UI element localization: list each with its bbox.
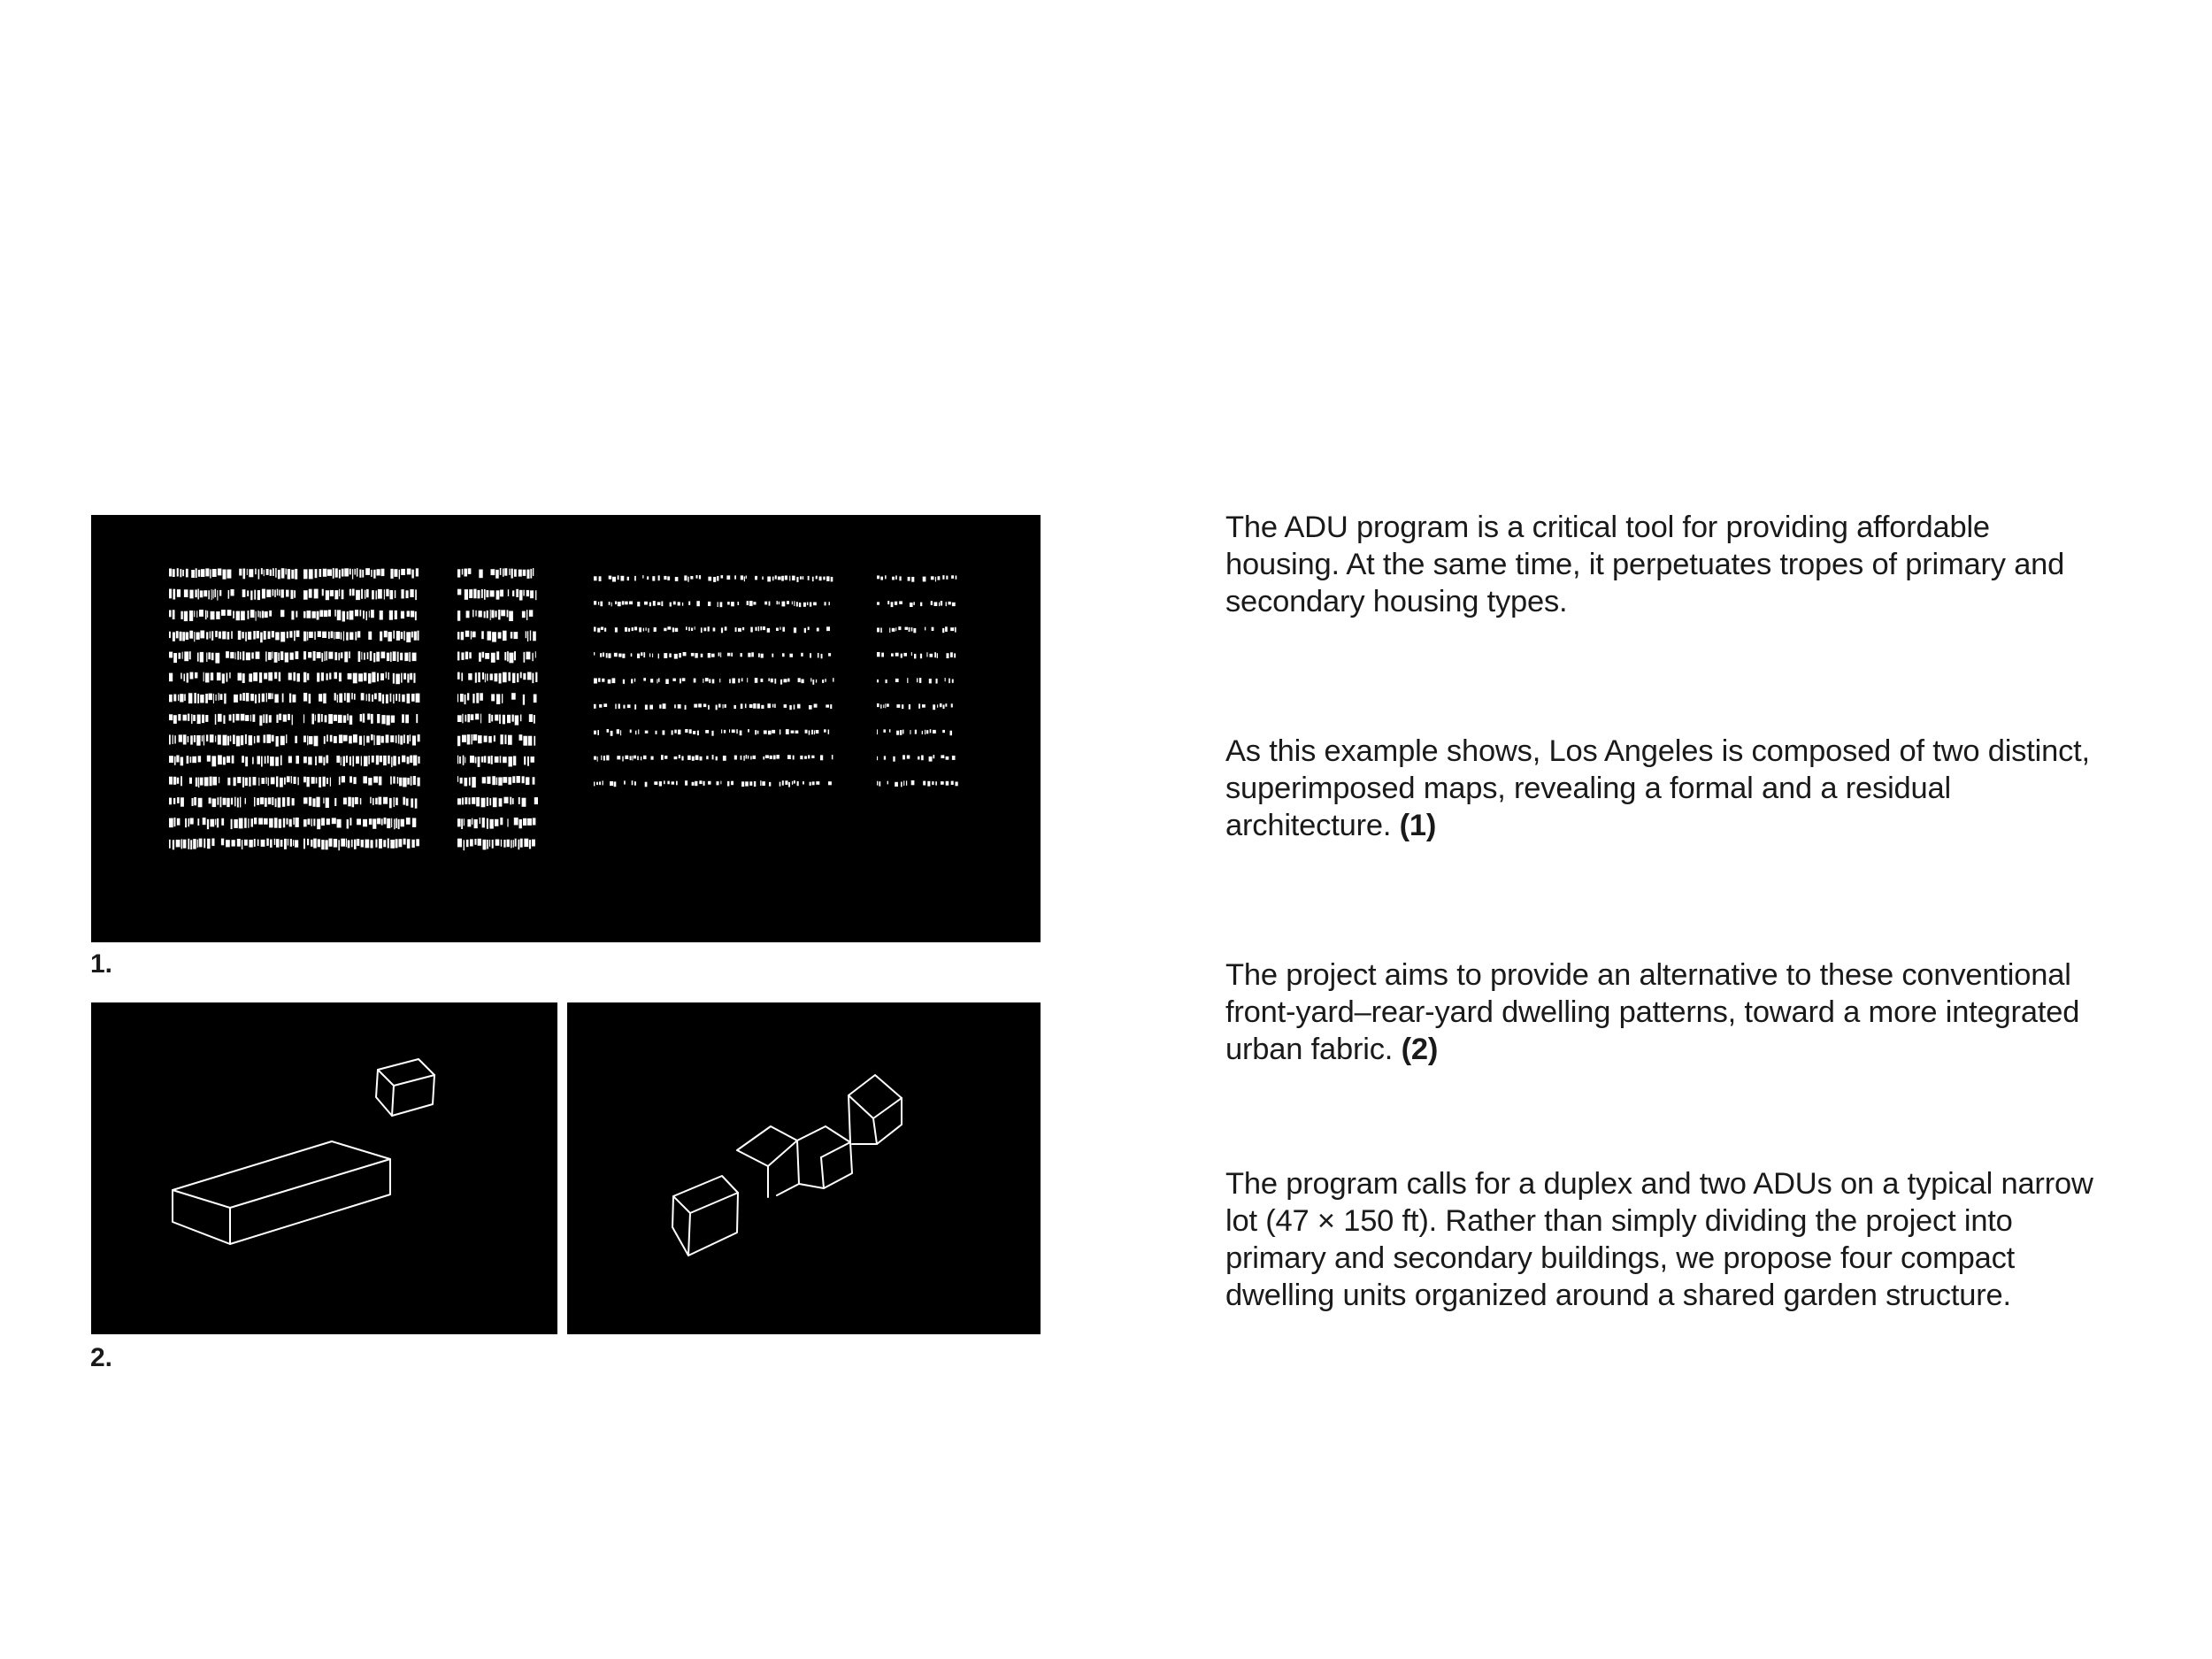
paragraph-los-angeles-maps (1225, 733, 2110, 844)
figure-1-reference: (1) (1399, 809, 1437, 842)
figure-2-reference: (2) (1401, 1033, 1439, 1066)
paragraph-los-angeles-maps-text: As this example shows, Los Angeles is composed of two distinct, superimposed maps, revealing a formal and a residual architecture. (1225, 734, 2090, 842)
paragraph-project-aims (1225, 956, 2110, 1068)
proposed-massing-drawing (567, 1002, 1041, 1334)
paragraph-adu-program: The ADU program is a critical tool for providing affordable housing. At the same time, it perpetuates tropes of primary and secondary housing types. (1225, 511, 2065, 618)
massing-sketch-conventional (91, 1002, 557, 1334)
figure-ground-map-drawing (91, 515, 1041, 942)
conventional-massing-drawing (91, 1002, 557, 1334)
massing-sketch-proposed (567, 1002, 1041, 1334)
figure-ground-map (91, 515, 1041, 942)
figure-1-label: 1. (90, 949, 113, 979)
figure-2-label: 2. (90, 1343, 113, 1372)
paragraph-program-description: The program calls for a duplex and two ADUs on a typical narrow lot (47 × 150 ft). Rather than simply dividing the project into primary and secondary buildings, we propose four compact dwelling units organized around a shared garden structure. (1225, 1167, 2093, 1312)
paragraph-project-aims-text: The project aims to provide an alternative to these conventional front-yard–rear-yard dwelling patterns, toward a more integrated urban fabric. (1225, 958, 2080, 1066)
